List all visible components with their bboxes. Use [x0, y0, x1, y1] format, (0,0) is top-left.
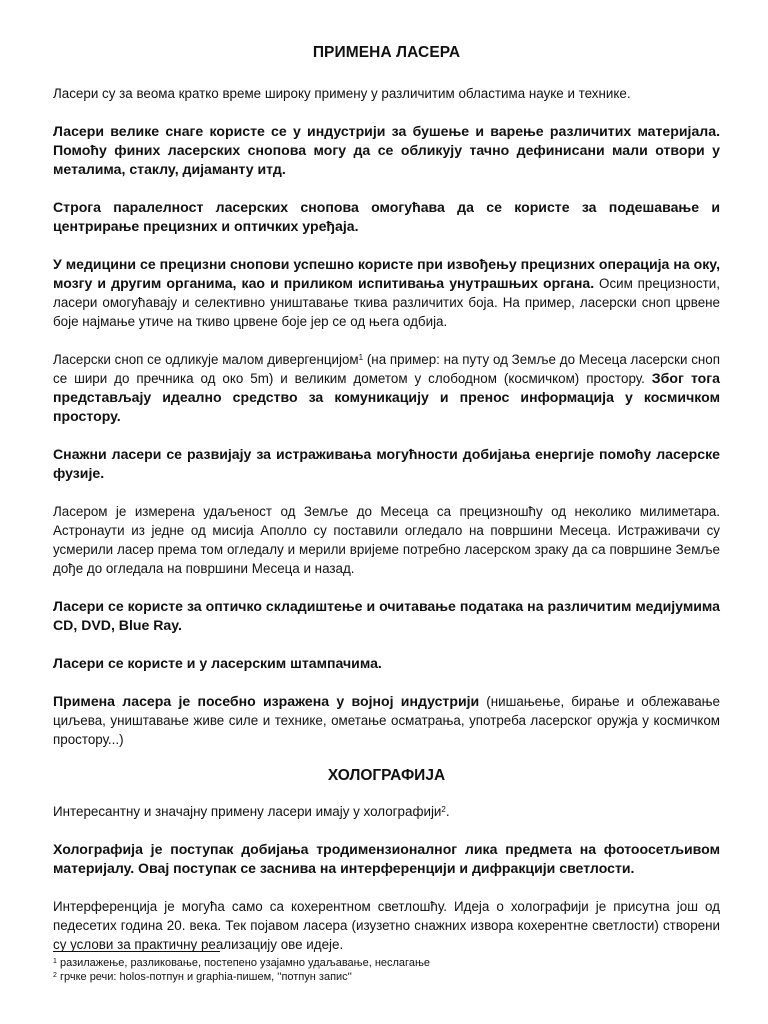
footnotes	[53, 951, 453, 984]
military-text: (нишањење, бирање и облежавање циљева, уништавање живе силе и технике, ометање осматрања, употреба ласерског оружја у космичком простору...)	[53, 694, 720, 747]
footnote-divider	[53, 951, 220, 952]
document-title: ПРИМЕНА ЛАСЕРА	[312, 44, 461, 61]
paragraph-intro: Ласери су за веома кратко време широку примену у различитим областима науке и технике.	[53, 86, 631, 101]
paragraph-holography-intro	[53, 802, 720, 821]
holography-intro-text-b: .	[445, 804, 450, 819]
medicine-text: Осим прецизности, ласери омогућавају и селективно уништавање ткива различитих боја. На пример, ласерски сноп црвене боје најмање утиче на ткиво црвене боје јер се од њега одбија.	[53, 276, 720, 329]
medicine-bold-text: У медицини се прецизни снопови успешно користе при извођењу прецизних операција на оку, мозгу и другим органима, као и приликом испитивања унутрашњих органа.	[53, 256, 720, 291]
footnote-2-text: грчке речи: holos-потпун и graphia-пишем, ''потпун запис''	[56, 971, 352, 983]
divergence-bold-text: Због тога представљају идеално средство за комуникацију и пренос информација у космичком простору.	[53, 370, 720, 424]
paragraph-holography-definition: Холографија је поступак добијања тродимензионалног лика предмета на фотоосетљивом материјалу. Овај поступак се заснива на интерференцији и дифракцији светлости.	[53, 841, 720, 876]
footnote-2-number: 2	[53, 972, 57, 979]
footnote-2	[53, 970, 453, 984]
paragraph-printers: Ласери се користе и у ласерским штампачима.	[53, 655, 382, 671]
paragraph-parallelism: Строга паралелност ласерских снопова омогућава да се користе за подешавање и центрирање прецизних и оптичких уређаја.	[53, 199, 720, 234]
paragraph-interference: Интерференција је могућа само са кохерентном светлошћу. Идеја о холографији је присутна још од педесетих година 20. века. Тек појавом ласера (изузетно снажних извора кохерентне светлости) створени су услови за практичну реализацију ове идеје.	[53, 899, 720, 952]
divergence-text-a: Ласерски сноп се одликује малом дивергенцијом	[53, 352, 359, 367]
footnote-1	[53, 956, 453, 970]
paragraph-military	[53, 692, 720, 749]
document-page	[53, 44, 720, 954]
footnote-ref-2: 2	[441, 805, 446, 814]
paragraph-fusion: Снажни ласери се развијају за истраживања могућности добијања енергије помоћу ласерске фузије.	[53, 446, 720, 481]
paragraph-medicine	[53, 255, 720, 331]
footnote-1-number: 1	[53, 958, 57, 965]
paragraph-industry: Ласери велике снаге користе се у индустрији за бушење и варење различитих материјала. Помоћу финих ласерских снопова могу да се обликују тачно дефинисани мали отвори у металима, стаклу, дијаманту итд.	[53, 123, 720, 177]
paragraph-divergence	[53, 350, 720, 426]
paragraph-optical-storage: Ласери се користе за оптичко складиштење и очитавање података на различитим медијумима CD, DVD, Blue Ray.	[53, 598, 720, 633]
holography-intro-text-a: Интересантну и значајну примену ласери имају у холографији	[53, 804, 442, 819]
divergence-text-b: (на пример: на путу од Земље до Месеца ласерски сноп се шири до пречника од око 5m) и великим дометом у слободном (космичком) простору.	[53, 352, 720, 386]
section-title-holography: ХОЛОГРАФИЈА	[327, 767, 446, 784]
paragraph-moon-distance: Ласером је измерена удаљеност од Земље до Месеца са прецизношћу од неколико милиметара. Астронаути из једне од мисија Аполло су поставили огледало на површини Месеца. Истраживачи су усмерили ласер према том огледалу и мерили вријеме потребно ласерском зраку да са површине Земље дође до огледала на површини Месеца и назад.	[53, 504, 720, 576]
footnote-1-text: разилажење, разликовање, постепено узајамно удаљавање, неслагање	[56, 957, 430, 969]
footnote-ref-1: 1	[358, 353, 364, 362]
military-bold-text: Примена ласера је посебно изражена у војној индустрији	[53, 693, 480, 709]
